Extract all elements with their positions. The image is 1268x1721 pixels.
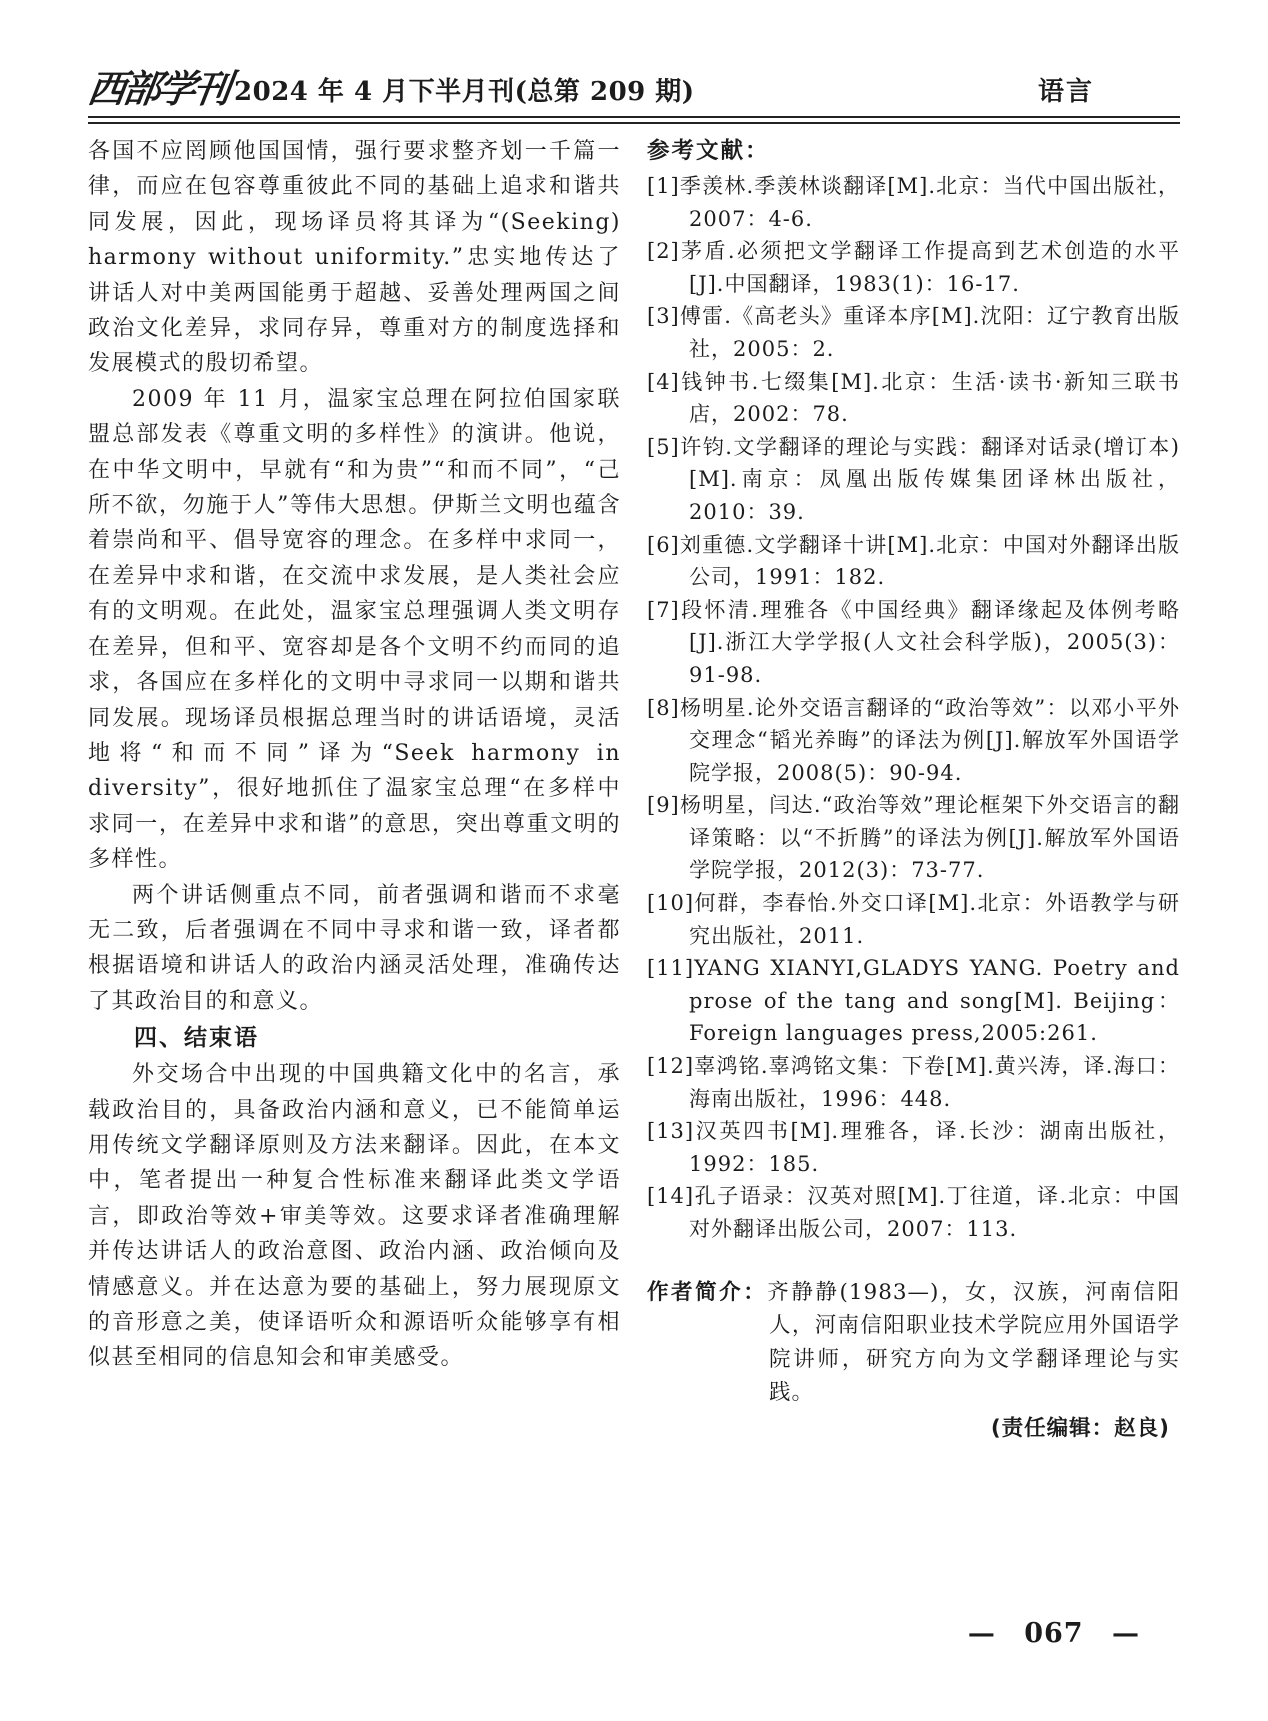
reference-item: [8]杨明星.论外交语言翻译的“政治等效”：以邓小平外交理念“韬光养晦”的译法为例[J].解放军外国语学院学报，2008(5)：90-94. <box>647 695 1180 785</box>
reference-item: [12]辜鸿铭.辜鸿铭文集：下卷[M].黄兴涛，译.海口：海南出版社，1996：448. <box>647 1054 1180 1111</box>
references-list <box>647 170 1180 1246</box>
reference-item: [6]刘重德.文学翻译十讲[M].北京：中国对外翻译出版公司，1991：182. <box>647 532 1180 590</box>
paragraph: 两个讲话侧重点不同，前者强调和谐而不求毫无二致，后者强调在不同中寻求和谐一致，译者都根据语境和讲话人的政治内涵灵活处理，准确传达了其政治目的和意义。 <box>88 882 621 1014</box>
reference-item: [2]茅盾.必须把文学翻译工作提高到艺术创造的水平[J].中国翻译，1983(1)：16-17. <box>647 239 1180 296</box>
right-column <box>647 134 1180 1445</box>
article-body <box>88 134 1180 1445</box>
paragraph: 各国不应罔顾他国国情，强行要求整齐划一千篇一律，而应在包容尊重彼此不同的基础上追求和谐共同发展，因此，现场译员将其译为“(Seeking) harmony without uniformity.”忠实地传达了讲话人对中美两国能勇于超越、妥善处理两国之间政治文化差异，求同存异，尊重对方的制度选择和发展模式的殷切希望。 <box>88 139 621 377</box>
reference-item: [14]孔子语录：汉英对照[M].丁往道，译.北京：中国对外翻译出版公司，2007：113. <box>647 1184 1180 1241</box>
editor-note: (责任编辑：赵良) <box>990 1415 1170 1441</box>
journal-logo: 西部学刊 <box>84 66 232 111</box>
header-left <box>84 66 695 111</box>
author-bio-label: 作者简介： <box>647 1279 768 1305</box>
section-label: 语言 <box>1037 77 1094 107</box>
reference-item: [1]季羡林.季羡林谈翻译[M].北京：当代中国出版社，2007：4-6. <box>647 174 1180 231</box>
reference-item: [11]YANG XIANYI,GLADYS YANG. Poetry and prose of the tang and song[M]. Beijing：Foreign languages press,2005:261. <box>647 956 1180 1046</box>
left-column <box>88 134 621 1445</box>
page-number: — 067 — <box>967 1618 1140 1649</box>
author-bio <box>647 1276 1180 1410</box>
issue-info: 2024 年 4 月下半月刊(总第 209 期) <box>234 77 695 108</box>
references-heading: 参考文献： <box>647 138 770 164</box>
paragraph: 外交场合中出现的中国典籍文化中的名言，承载政治目的，具备政治内涵和意义，已不能简单运用传统文学翻译原则及方法来翻译。因此，在本文中，笔者提出一种复合性标准来翻译此类文学语言，即政治等效+审美等效。这要求译者准确理解并传达讲话人的政治意图、政治内涵、政治倾向及情感意义。并在达意为要的基础上，努力展现原文的音形意之美，使译语听众和源语听众能够享有相似甚至相同的信息知会和审美感受。 <box>88 1062 621 1371</box>
section-heading: 四、结束语 <box>134 1025 259 1052</box>
reference-item: [4]钱钟书.七缀集[M].北京：生活·读书·新知三联书店，2002：78. <box>647 369 1180 427</box>
author-bio-text: 齐静静(1983—)，女，汉族，河南信阳人，河南信阳职业技术学院应用外国语学院讲师，研究方向为文学翻译理论与实践。 <box>767 1279 1180 1406</box>
reference-item: [13]汉英四书[M].理雅各，译.长沙：湖南出版社，1992：185. <box>647 1119 1180 1176</box>
reference-item: [9]杨明星，闫达.“政治等效”理论框架下外交语言的翻译策略：以“不折腾”的译法为例[J].解放军外国语学院学报，2012(3)：73-77. <box>647 793 1180 883</box>
paragraph: 2009 年 11 月，温家宝总理在阿拉伯国家联盟总部发表《尊重文明的多样性》的演讲。他说，在中华文明中，早就有“和为贵”“和而不同”，“己所不欲，勿施于人”等伟大思想。伊斯兰文明也蕴含着崇尚和平、倡导宽容的理念。在多样中求同一，在差异中求和谐，在交流中求发展，是人类社会应有的文明观。在此处，温家宝总理强调人类文明存在差异，但和平、宽容却是各个文明不约而同的追求，各国应在多样化的文明中寻求同一以期和谐共同发展。现场译员根据总理当时的讲话语境，灵活地将“和而不同”译为“Seek harmony in diversity”，很好地抓住了温家宝总理“在多样中求同一，在差异中求和谐”的意思，突出尊重文明的多样性。 <box>88 386 621 873</box>
reference-item: [10]何群，李春怡.外交口译[M].北京：外语教学与研究出版社，2011. <box>647 891 1180 948</box>
reference-item: [3]傅雷.《高老头》重译本序[M].沈阳：辽宁教育出版社，2005：2. <box>647 304 1180 361</box>
reference-item: [7]段怀清.理雅各《中国经典》翻译缘起及体例考略[J].浙江大学学报(人文社会科学版)，2005(3)：91-98. <box>647 597 1180 687</box>
page-header <box>84 66 1180 111</box>
reference-item: [5]许钧.文学翻译的理论与实践：翻译对话录(增订本)[M].南京：凤凰出版传媒集团译林出版社，2010：39. <box>647 434 1180 524</box>
header-double-rule <box>88 116 1180 124</box>
